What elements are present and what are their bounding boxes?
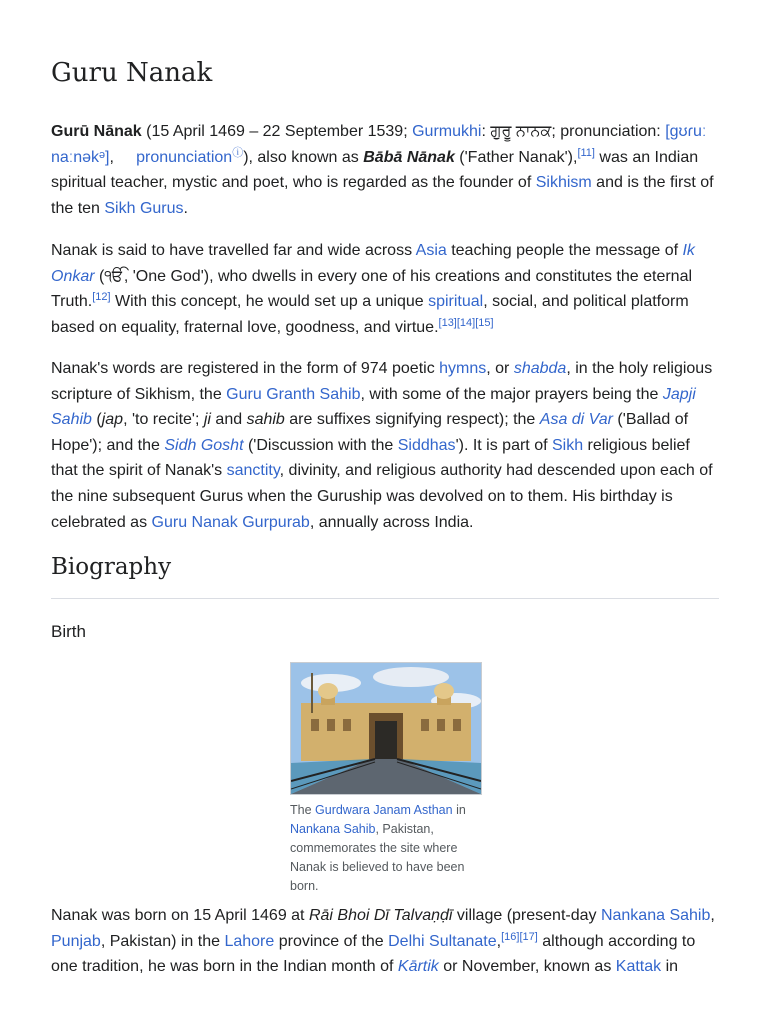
link-guru-granth-sahib[interactable]: Guru Granth Sahib (226, 385, 361, 403)
link-text: Ik Onkar (51, 242, 695, 285)
ref-13[interactable]: [13] (438, 316, 457, 329)
link-sikhism[interactable]: Sikhism (535, 174, 592, 192)
link-hymns[interactable]: hymns (439, 360, 487, 377)
text: , or (486, 360, 514, 377)
text: are suffixes signifying respect); the (284, 411, 540, 429)
link-gurpurab[interactable]: Guru Nanak Gurpurab (151, 513, 310, 531)
link-delhi-sultanate[interactable]: Delhi Sultanate (388, 932, 497, 950)
text: Nanak is said to have travelled far and wide across (51, 242, 416, 259)
figure-gurdwara (290, 662, 482, 896)
ref-16[interactable]: [16] (501, 930, 520, 943)
text: The (290, 803, 316, 817)
text: With this concept, he would set up a unique (110, 293, 429, 311)
text: , social, and political platform based on equality, fraternal love, goodness, and virtue. (51, 293, 689, 336)
link-gurdwara-janam-asthan[interactable]: Gurdwara Janam Asthan (315, 803, 453, 817)
text: was an Indian spiritual teacher, mystic and poet, who is regarded as the founder of (51, 148, 699, 192)
text: , Pakistan, commemorates the site where Nanak is believed to have been born. (290, 822, 465, 893)
text: (15 April 1469 – 22 September 1539; (141, 123, 413, 140)
text: religious belief that the spirit of Nanak's (51, 436, 690, 480)
section-heading-biography: Biography (51, 554, 172, 580)
link-gurmukhi[interactable]: Gurmukhi (412, 123, 482, 140)
link-text: Japji Sahib (51, 385, 696, 429)
link-punjab[interactable]: Punjab (51, 932, 101, 950)
text: '). It is part of (455, 436, 552, 454)
text: , (109, 148, 119, 166)
page-title: Guru Nanak (51, 58, 213, 88)
ref-14[interactable]: [14] (456, 316, 476, 329)
audio-icon[interactable]: ⓘ (232, 146, 244, 159)
text: teaching people the message of (446, 242, 683, 259)
link-sikh[interactable]: Sikh (551, 436, 584, 454)
subsection-heading-birth: Birth (51, 622, 86, 641)
link-kattak[interactable]: Kattak (615, 958, 662, 976)
link-text: shabda (513, 360, 567, 377)
link-sidh-gosht[interactable] (164, 437, 243, 454)
link-text: Kārtik (397, 958, 439, 976)
text: , 'to recite'; (123, 411, 204, 429)
ref-15[interactable]: [15] (475, 316, 494, 329)
text: (ੴ, 'One God'), who dwells in every one of his creations and constitutes the eternal Truth. (51, 267, 693, 311)
term: sahib (246, 411, 285, 429)
link-kartik[interactable] (398, 958, 439, 975)
link-spiritual[interactable]: spiritual (428, 293, 484, 311)
text: ('Discussion with the (243, 436, 398, 454)
birth-paragraph (51, 903, 719, 980)
link-text: Asa di Var (539, 411, 613, 429)
intro-paragraph-3 (51, 356, 719, 535)
text: , (710, 907, 715, 924)
text: , annually across India. (309, 513, 474, 531)
text: , with some of the major prayers being the (360, 385, 663, 403)
text: village (present-day (452, 907, 601, 924)
gurdwara-photo[interactable] (290, 662, 482, 795)
link-pronunciation[interactable]: pronunciation (136, 148, 233, 166)
figure-caption (290, 801, 480, 896)
place-name: Rāi Bhoi Dī Talvaṇḍī (308, 907, 453, 924)
text: or November, known as (438, 958, 616, 976)
text: ('Ballad of Hope'); and the (51, 411, 689, 454)
term: jap (101, 411, 124, 429)
text: , divinity, and religious authority had descended upon each of the nine subsequent Gurus when the Guruship was devolved on to them. His birthday is celebrated as (51, 462, 713, 531)
link-siddhas[interactable]: Siddhas (397, 436, 456, 454)
text: ), also known as (243, 148, 364, 166)
text: in (452, 803, 466, 817)
ref-17[interactable]: [17] (519, 930, 538, 943)
gurdwara-illustration (291, 663, 481, 794)
intro-paragraph-2 (51, 238, 719, 340)
text: Nanak was born on 15 April 1469 at (51, 907, 309, 924)
text: ( (91, 411, 102, 429)
link-nankana-sahib[interactable]: Nankana Sahib (290, 822, 376, 836)
text: , (496, 932, 502, 950)
link-sikh-gurus[interactable]: Sikh Gurus (104, 199, 184, 217)
intro-paragraph-1 (51, 119, 719, 221)
link-nankana-sahib[interactable]: Nankana Sahib (600, 907, 711, 924)
term: ji (203, 411, 211, 429)
text: and (210, 411, 247, 429)
link-lahore[interactable]: Lahore (224, 932, 275, 950)
alt-name: Bābā Nānak (363, 148, 455, 166)
link-asa-di-var[interactable] (540, 411, 613, 428)
ref-12[interactable]: [12] (92, 291, 111, 304)
text: , Pakistan) in the (100, 932, 225, 950)
text: although according to one tradition, he was born in the Indian month of (51, 932, 696, 976)
link-sanctity[interactable]: sanctity (226, 462, 280, 480)
link-asia[interactable]: Asia (415, 242, 447, 259)
link-text: Sidh Gosht (164, 436, 244, 454)
ref-11[interactable]: [11] (577, 146, 595, 159)
link-ipa[interactable]: [gʊɾuː naːnəkᵊ] (51, 123, 707, 166)
text: . (183, 199, 188, 217)
text: and is the first of the ten (51, 174, 714, 217)
text: : ਗੁਰੂ ਨਾਨਕ; pronunciation: (481, 123, 666, 140)
text: Nanak's words are registered in the form of 974 poetic (51, 360, 440, 377)
text: , in the holy religious scripture of Sikhism, the (51, 360, 713, 403)
subject-name: Gurū Nānak (51, 123, 142, 140)
text: in (661, 958, 679, 976)
text: province of the (274, 932, 389, 950)
section-divider (51, 598, 719, 599)
text: ('Father Nanak'), (454, 148, 578, 166)
link-shabda[interactable] (514, 360, 567, 377)
